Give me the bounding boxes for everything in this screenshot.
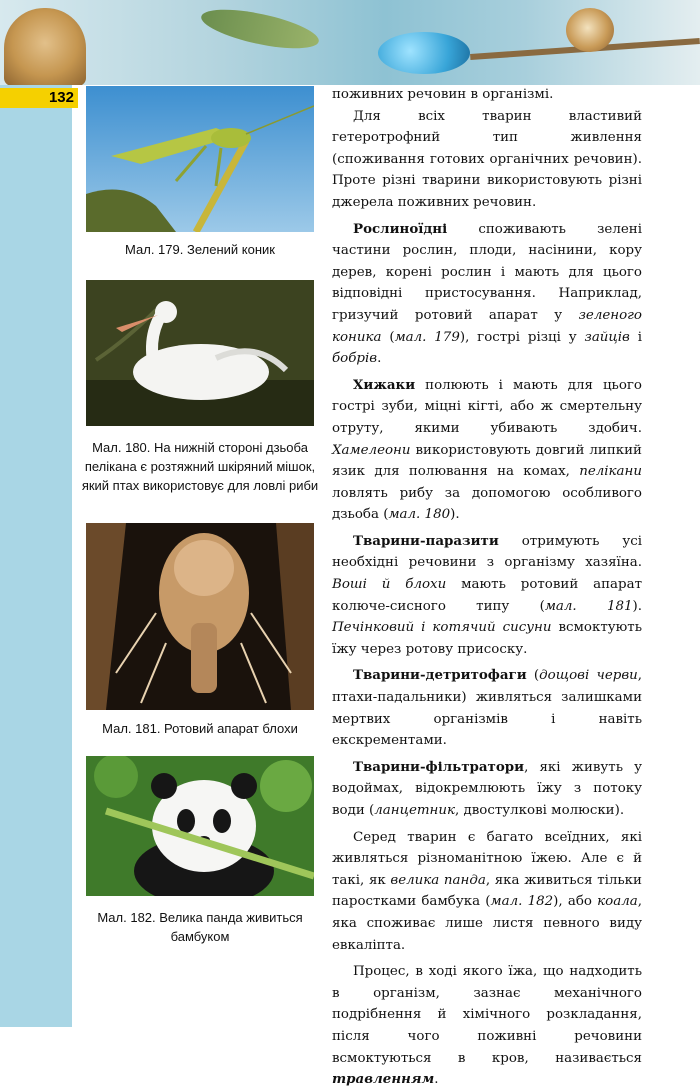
page-number: 132: [0, 88, 78, 108]
left-color-strip: [0, 85, 72, 1027]
paragraph-filter-feeders: Тварини-фільтратори, які живуть у водоймах, відокремлюють їжу з потоку води (ланцетник, двостулкові молюски).: [332, 758, 642, 818]
lizard-icon: [198, 2, 322, 56]
lion-icon: [4, 8, 86, 85]
pelican-photo: [86, 280, 314, 426]
paragraph: поживних речовин в організмі.: [332, 87, 554, 102]
figure-caption: Мал. 179. Зелений коник: [125, 242, 275, 257]
paragraph-parasites: Тварини-паразити отримують усі необхідні речовини з організму хазяїна. Воші й блохи мають ротовий апарат колюче-сисного типу (мал. 181). Печінковий і котячий сисуни всмоктують їжу через ротову присоску.: [332, 532, 643, 657]
figure-caption: Мал. 180. На нижній стороні дзьоба пелікана є розтяжний шкіряний мішок, який птах використовує для ловлі риби: [81, 440, 319, 493]
paragraph-detritivores: Тварини-детритофаги (дощові черви, птахи-падальники) живляться залишками мертвих організмів і навіть екскрементами.: [332, 667, 642, 749]
paragraph-digestion: Процес, в ході якого їжа, що надходить в організм, зазнає механічного подрібнення й хімічного розкладання, після чого поживні речовини всмоктуються в кров, називається травленням.: [332, 964, 642, 1088]
figure-caption: Мал. 181. Ротовий апарат блохи: [102, 721, 298, 736]
panda-photo: [86, 756, 314, 896]
figure-caption: Мал. 182. Велика панда живиться бамбуком: [97, 910, 303, 944]
paragraph-predators: Хижаки полюють і мають для цього гострі зуби, міцні кігті, або ж смертельну отруту, якими убивають здобич. Хамелеони використовують довгий липкий язик для полювання на комах, пелікани ловлять рибу за допомогою особливого дзьоба (мал. 180).: [332, 376, 642, 523]
fish-icon: [378, 32, 470, 74]
paragraph-omnivores: Серед тварин є багато всеїдних, які живляться різноманітною їжею. Але є й такі, як велика панда, яка живиться тільки паростками бамбука (мал. 182), або коала, яка споживає лише листя певного виду евкаліпта.: [332, 829, 642, 953]
top-banner: [0, 0, 700, 85]
flea-mouthparts-photo: [86, 523, 314, 710]
paragraph: Для всіх тварин властивий гетеротрофний тип живлення (споживання готових органічних речовин). Проте різні тварини використовують різні джерела поживних речовин.: [332, 108, 642, 210]
main-text: [332, 84, 642, 1091]
paragraph-herbivores: Рослиноїдні споживають зелені частини рослин, плоди, насінини, кору дерев, корені рослин і мають для цього відповідні пристосування. Наприклад, гризучий ротовий апарат у зеленого коника (мал. 179), гострі різці у зайців і бобрів.: [332, 220, 642, 367]
snail-icon: [566, 8, 614, 52]
grasshopper-photo: [86, 86, 314, 232]
